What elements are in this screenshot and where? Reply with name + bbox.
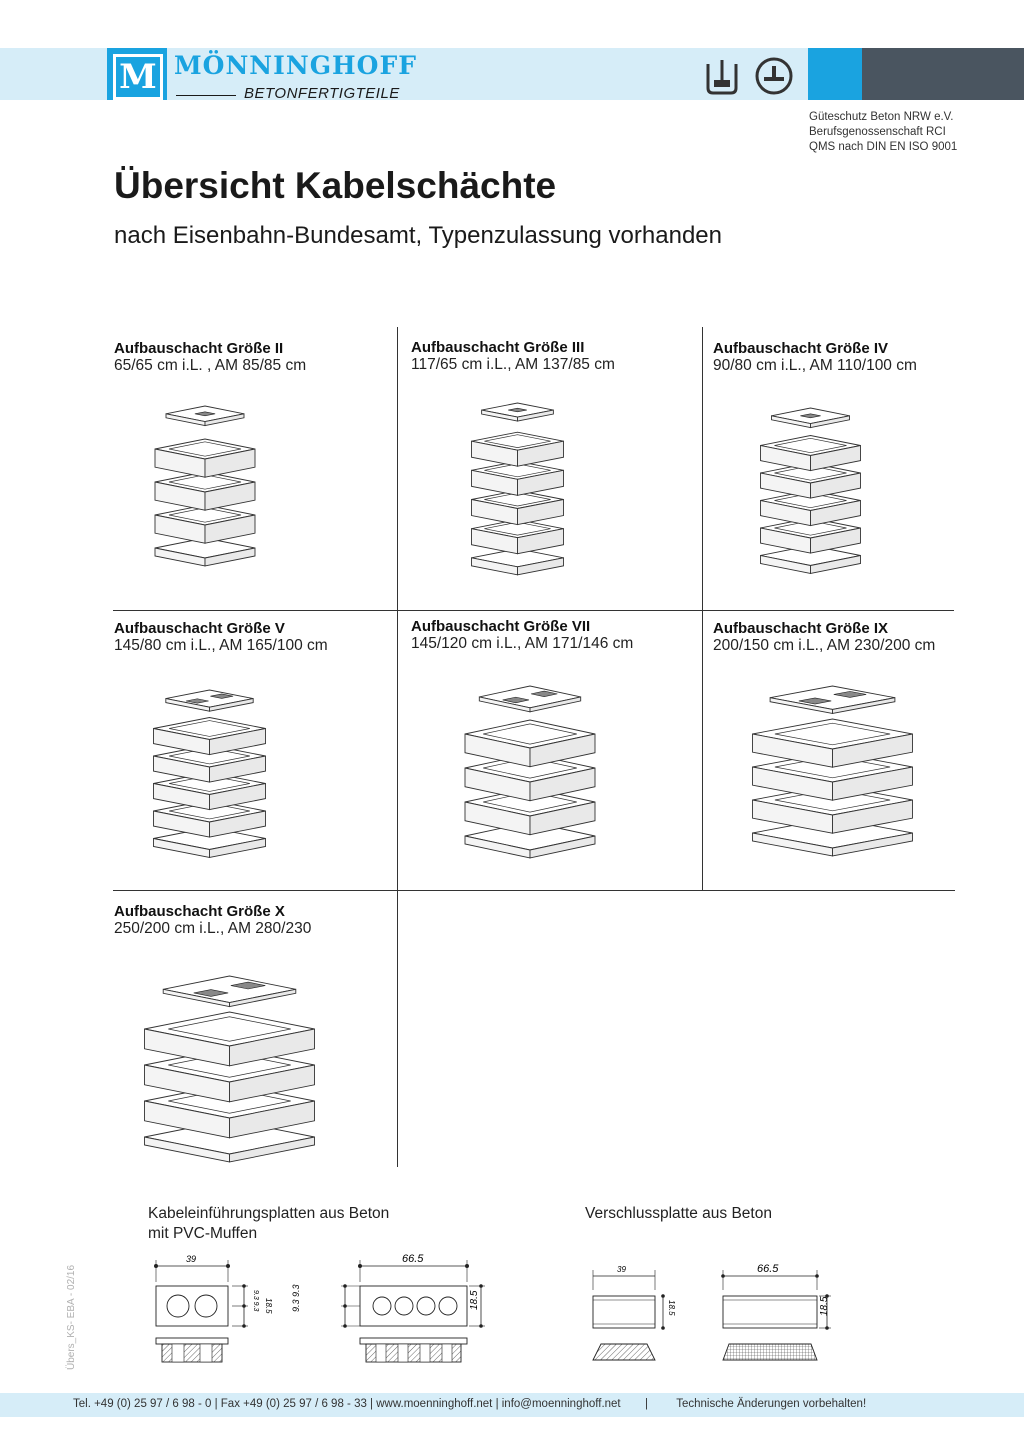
shaft-ring [761,436,861,471]
grid-divider [702,327,703,890]
dim-height: 18.5 [264,1298,273,1314]
shaft-drawing-3 [460,385,575,590]
shaft-lid [482,403,554,421]
cert-line: QMS nach DIN EN ISO 9001 [809,141,958,153]
shaft-drawing-9 [740,668,925,863]
header-dark-block [862,48,1024,100]
footer-separator: | [645,1398,649,1410]
closure-plate-large-drawing [715,1262,855,1382]
shaft-ring [155,439,255,477]
cert-line: Berufsgenossenschaft RCI [809,126,946,138]
document-code: Übers_KS- EBA - 02/16 [66,1264,77,1370]
footer-note: Technische Änderungen vorbehalten! [676,1398,867,1410]
shaft-drawing-2 [140,388,270,583]
shaft-cell-10 [114,903,311,938]
shaft-name: Aufbauschacht Größe VII [411,618,591,635]
shaft-ring [145,1012,315,1066]
entry-plates-line: mit PVC-Muffen [148,1225,258,1242]
dim-height: 18.5 [667,1300,676,1316]
page-subtitle: nach Eisenbahn-Bundesamt, Typenzulassung vorhanden [114,222,722,249]
dim-width: 39 [186,1254,197,1264]
brand-subtitle: BETONFERTIGTEILE [244,85,400,102]
dim-sub: 9.3 9.3 [252,1290,259,1312]
shaft-drawing-10 [132,958,327,1168]
entry-plate-2-hole-drawing [148,1252,288,1392]
shaft-ring [465,720,595,767]
shaft-drawing-4 [748,390,873,585]
shaft-dims: 200/150 cm i.L., AM 230/200 cm [713,637,936,654]
shaft-lid [166,690,253,711]
shaft-dims: 90/80 cm i.L., AM 110/100 cm [713,357,917,374]
entry-plates-label [148,1204,389,1244]
footer-contact: Tel. +49 (0) 25 97 / 6 98 - 0 | Fax +49 (0) 25 97 / 6 98 - 33 | www.moenninghoff.net | info@moenninghoff.net [73,1398,621,1410]
grid-divider [397,327,398,1167]
shaft-drawing-5 [142,672,277,867]
page-title: Übersicht Kabelschächte [114,165,557,206]
grid-divider [113,890,955,891]
shaft-name: Aufbauschacht Größe V [114,620,285,637]
shaft-drawing-7 [450,668,610,868]
shaft-cell-3 [411,339,615,374]
dim-width: 39 [617,1265,626,1274]
company-logo [107,48,167,100]
shaft-name: Aufbauschacht Größe III [411,339,585,356]
shaft-lid [166,406,244,426]
brand-divider [176,95,236,96]
shaft-cell-4 [713,340,917,375]
cert-line: Güteschutz Beton NRW e.V. [809,111,954,123]
dim-width: 66.5 [757,1263,779,1275]
shaft-dims: 145/120 cm i.L., AM 171/146 cm [411,635,634,652]
certifications [809,110,957,155]
shaft-dims: 65/65 cm i.L. , AM 85/85 cm [114,357,307,374]
shaft-cell-9 [713,620,935,655]
closure-plate-small-drawing [585,1262,695,1382]
quality-seal-icon [704,56,740,96]
dim-height: 18.5 [819,1296,830,1316]
shaft-cell-5 [114,620,328,655]
shaft-cell-2 [114,340,306,375]
entry-plates-line: Kabeleinführungsplatten aus Beton [148,1205,390,1222]
shaft-lid [479,686,580,712]
shaft-ring [753,719,913,767]
header-accent-block [808,48,862,100]
shaft-dims: 145/80 cm i.L., AM 165/100 cm [114,637,328,654]
shaft-cell-7 [411,618,633,653]
shaft-ring [155,472,255,510]
shaft-name: Aufbauschacht Größe II [114,340,284,357]
shaft-ring [154,718,266,755]
shaft-name: Aufbauschacht Größe IV [713,340,889,357]
dim-height: 18.5 [469,1290,480,1310]
shaft-dims: 250/200 cm i.L., AM 280/230 [114,920,312,937]
shaft-lid [163,976,296,1007]
logo-letter: M [113,54,163,100]
shaft-name: Aufbauschacht Größe IX [713,620,889,637]
shaft-name: Aufbauschacht Größe X [114,903,285,920]
dim-sub: 9.3 9.3 [291,1284,301,1312]
closure-plate-label: Verschlussplatte aus Beton [585,1205,772,1222]
shaft-lid [770,686,895,713]
safety-seal-icon [754,56,794,96]
shaft-lid [772,408,850,428]
brand-name: MÖNNINGHOFF [174,51,417,80]
entry-plate-4-hole-drawing [291,1252,505,1392]
dim-width: 66.5 [402,1253,424,1265]
footer [73,1398,866,1410]
shaft-ring [155,505,255,543]
shaft-dims: 117/65 cm i.L., AM 137/85 cm [411,356,615,373]
shaft-ring [472,432,564,466]
grid-divider [113,610,954,611]
